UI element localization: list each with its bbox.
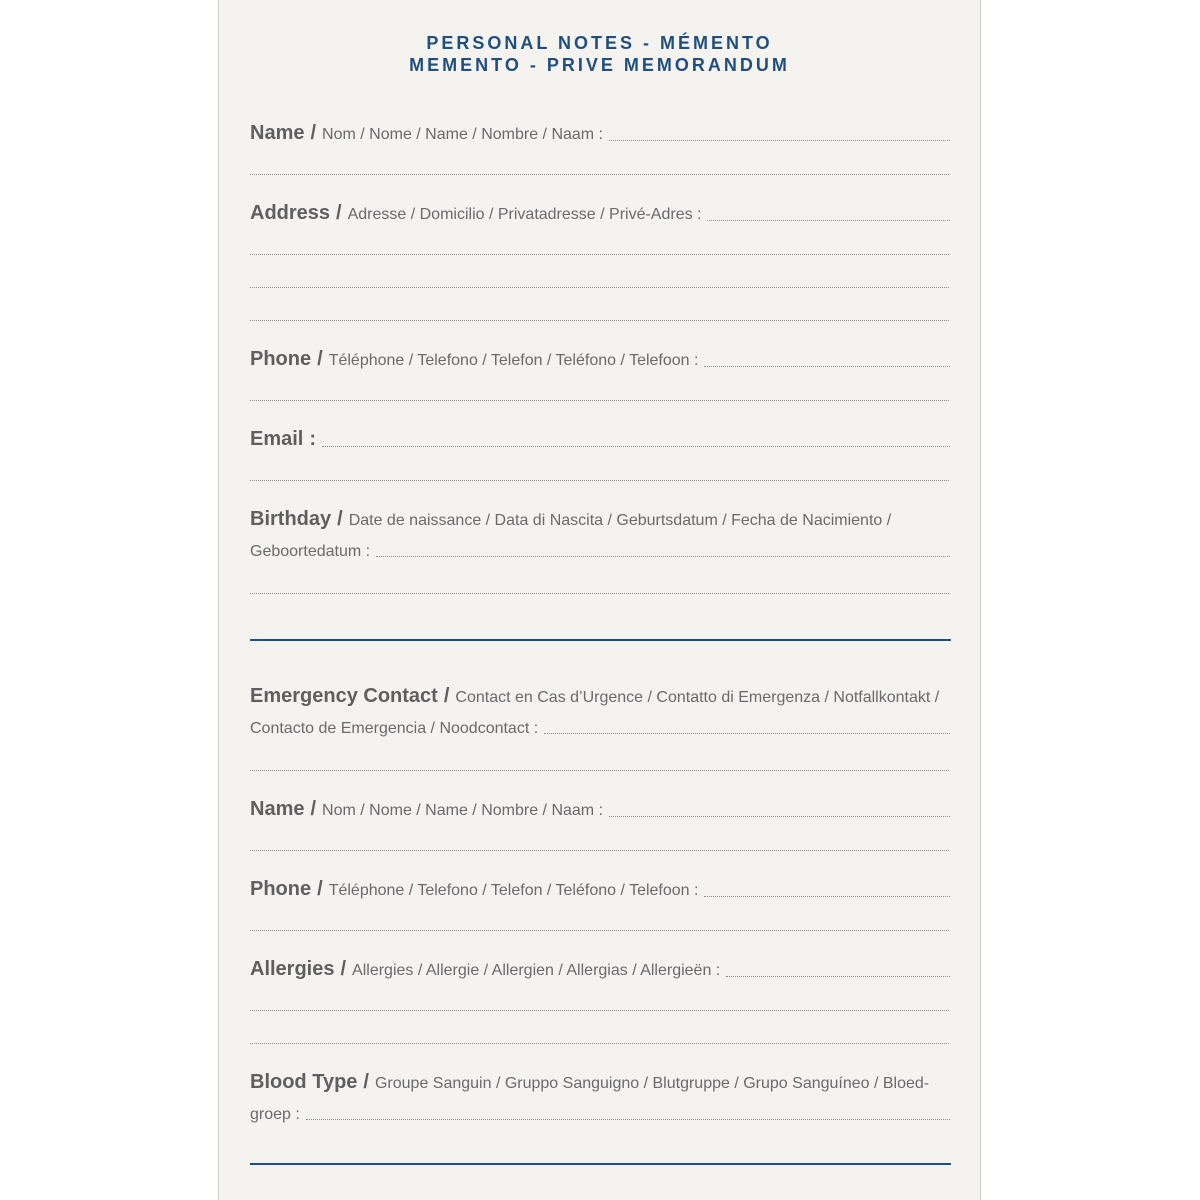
emergency-contact-dotted-line: [544, 732, 950, 734]
birthday-translations-2: Geboortedatum :: [250, 543, 371, 560]
emergency-contact-translations: Contact en Cas d’Urgence / Contatto di Emergenza / Notfallkontakt /: [455, 689, 940, 706]
separator: /: [317, 878, 323, 900]
title-line-2: MEMENTO - PRIVE MEMORANDUM: [409, 55, 790, 75]
contact-name-dotted-line: [609, 815, 950, 817]
emergency-contact-translations-2: Contacto de Emergencia / Noodcontact :: [250, 720, 539, 737]
contact-phone-label: Phone: [250, 878, 312, 900]
blank-line[interactable]: [250, 1043, 949, 1044]
blank-line[interactable]: [250, 174, 949, 175]
phone-label: Phone: [250, 348, 312, 370]
birthday-field: [250, 508, 950, 531]
email-field[interactable]: [250, 428, 950, 451]
separator: /: [310, 798, 317, 820]
name-field[interactable]: [250, 122, 950, 145]
email-label: Email: [250, 428, 304, 450]
blank-line[interactable]: [250, 254, 949, 255]
contact-phone-translations: Téléphone / Telefono / Telefon / Teléfono / Telefoon :: [328, 882, 699, 899]
address-translations: Adresse / Domicilio / Privatadresse / Privé-Adres :: [347, 206, 702, 223]
phone-translations: Téléphone / Telefono / Telefon / Teléfono / Telefoon :: [328, 352, 699, 369]
emergency-contact-field-line-2[interactable]: [250, 720, 950, 738]
contact-phone-field[interactable]: [250, 878, 950, 901]
contact-name-label: Name: [250, 798, 305, 820]
allergies-dotted-line: [726, 975, 950, 977]
memento-page: [218, 0, 981, 1200]
blank-line[interactable]: [250, 320, 949, 321]
separator: /: [336, 202, 342, 224]
emergency-contact-field: [250, 685, 950, 708]
blood-type-translations-2: groep :: [250, 1106, 300, 1123]
separator: /: [337, 508, 343, 530]
birthday-label: Birthday: [250, 508, 332, 530]
emergency-contact-label: Emergency Contact: [250, 685, 438, 707]
blood-type-field-line-2[interactable]: [250, 1106, 950, 1124]
address-dotted-line: [707, 219, 950, 221]
blank-line[interactable]: [250, 930, 949, 931]
blank-line[interactable]: [250, 480, 949, 481]
blank-line[interactable]: [250, 400, 949, 401]
blank-line[interactable]: [250, 1010, 949, 1011]
section-divider: [250, 639, 951, 641]
email-colon: :: [309, 428, 317, 450]
contact-phone-dotted-line: [704, 895, 950, 897]
title-line-1: PERSONAL NOTES - MÉMENTO: [426, 33, 773, 53]
phone-dotted-line: [704, 365, 950, 367]
allergies-translations: Allergies / Allergie / Allergien / Allergias / Allergieën :: [352, 962, 721, 979]
blank-line[interactable]: [250, 770, 949, 771]
birthday-translations: Date de naissance / Data di Nascita / Geburtsdatum / Fecha de Nacimiento /: [348, 512, 892, 529]
allergies-field[interactable]: [250, 958, 950, 981]
blood-type-translations: Groupe Sanguin / Gruppo Sanguigno / Blutgruppe / Grupo Sanguíneo / Bloed-: [374, 1075, 930, 1092]
separator: /: [443, 685, 450, 707]
separator: /: [310, 122, 317, 144]
separator: /: [317, 348, 323, 370]
blood-type-dotted-line: [306, 1118, 950, 1120]
bottom-divider: [250, 1163, 951, 1165]
separator: /: [340, 958, 347, 980]
blank-line[interactable]: [250, 850, 949, 851]
address-label: Address: [250, 202, 331, 224]
phone-field[interactable]: [250, 348, 950, 371]
blank-line[interactable]: [250, 593, 949, 594]
birthday-dotted-line: [376, 555, 950, 557]
blood-type-label: Blood Type: [250, 1071, 358, 1093]
name-dotted-line: [609, 139, 950, 141]
contact-name-field[interactable]: [250, 798, 950, 821]
allergies-label: Allergies: [250, 958, 335, 980]
address-field[interactable]: [250, 202, 950, 225]
birthday-field-line-2[interactable]: [250, 543, 950, 561]
separator: /: [363, 1071, 369, 1093]
blank-line[interactable]: [250, 287, 949, 288]
name-label: Name: [250, 122, 305, 144]
name-translations: Nom / Nome / Name / Nombre / Naam :: [322, 126, 604, 143]
contact-name-translations: Nom / Nome / Name / Nombre / Naam :: [322, 802, 604, 819]
blood-type-field: [250, 1071, 950, 1094]
email-dotted-line: [322, 445, 950, 447]
